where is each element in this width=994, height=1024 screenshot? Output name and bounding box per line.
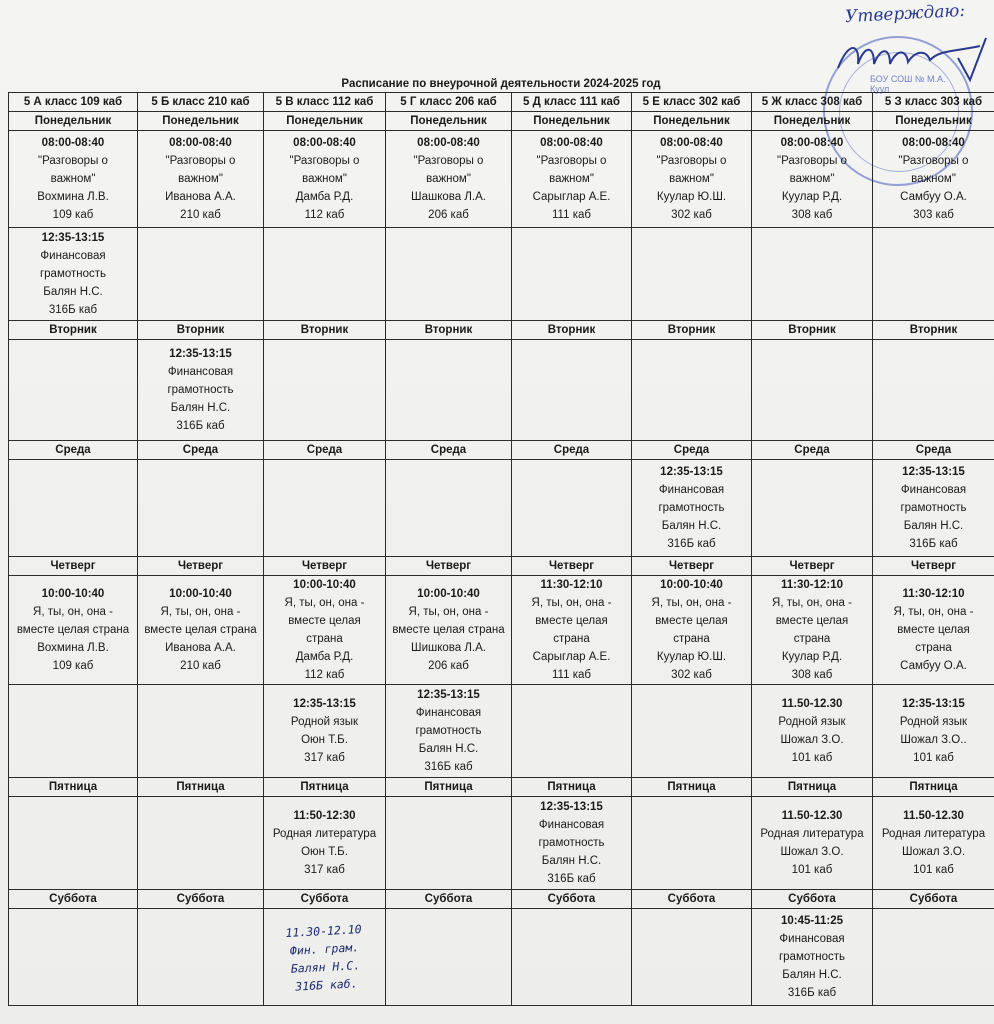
lesson-line: Родная литература xyxy=(272,828,377,840)
lesson-line: Самбуу О.А. xyxy=(900,191,967,203)
lesson-line: Родной язык xyxy=(899,716,968,728)
empty-slot xyxy=(632,228,752,321)
day-row xyxy=(9,890,994,909)
lesson-line: грамотность xyxy=(39,268,107,280)
class-header: 5 Е класс 302 каб xyxy=(632,93,752,112)
lesson-slot xyxy=(264,576,386,685)
day-label: Пятница xyxy=(752,778,873,797)
lesson-time: 11:50-12:30 xyxy=(293,810,356,822)
day-label: Четверг xyxy=(752,557,873,576)
lesson-time: 10:00-10:40 xyxy=(169,588,232,600)
lesson-line: Оюн Т.Б. xyxy=(301,846,348,858)
empty-slot xyxy=(752,340,873,441)
empty-slot xyxy=(9,340,138,441)
class-header: 5 В класс 112 каб xyxy=(264,93,386,112)
day-label: Понедельник xyxy=(752,112,873,131)
lesson-line: Балян Н.С. xyxy=(541,855,602,867)
lesson-line: Вохмина Л.В. xyxy=(37,642,109,654)
class-header: 5 Д класс 111 каб xyxy=(512,93,632,112)
schedule-title: Расписание по внеурочной деятельности 2024-2025 год xyxy=(341,78,661,90)
lesson-line: 206 каб xyxy=(428,660,469,672)
empty-slot xyxy=(386,340,512,441)
lesson-time: 11:30-12:10 xyxy=(540,579,603,591)
day-label: Четверг xyxy=(512,557,632,576)
day-row xyxy=(9,778,994,797)
day-label: Понедельник xyxy=(873,112,994,131)
day-row xyxy=(9,321,994,340)
lesson-line: вместе целая xyxy=(655,615,728,627)
empty-slot xyxy=(752,228,873,321)
lesson-slot xyxy=(873,576,994,685)
lesson-line: вместе целая xyxy=(535,615,608,627)
lesson-row xyxy=(9,909,994,1006)
lesson-line: Я, ты, он, она - xyxy=(531,597,612,609)
day-label: Среда xyxy=(138,441,264,460)
day-label: Среда xyxy=(873,441,994,460)
day-label: Вторник xyxy=(512,321,632,340)
lesson-line: Финансовая xyxy=(658,484,725,496)
lesson-line: "Разговоры о xyxy=(38,155,108,167)
lesson-line: 112 каб xyxy=(304,209,345,221)
lesson-time: 12:35-13:15 xyxy=(660,466,723,478)
empty-slot xyxy=(632,797,752,890)
lesson-time: 08:00-08:40 xyxy=(902,137,965,149)
lesson-line: 302 каб xyxy=(671,209,712,221)
lesson-line: Финансовая xyxy=(40,250,106,262)
lesson-line: Финансовая xyxy=(538,819,605,831)
lesson-time: 12:35-13:15 xyxy=(41,232,105,244)
lesson-slot xyxy=(873,685,994,778)
lesson-row xyxy=(9,797,994,890)
lesson-line: 316Б каб xyxy=(48,304,98,316)
empty-slot xyxy=(512,909,632,1006)
lesson-slot xyxy=(512,576,632,685)
empty-slot xyxy=(264,340,386,441)
lesson-time: 12:35-13:15 xyxy=(902,698,965,710)
lesson-line: Сарыглар А.Е. xyxy=(532,191,611,203)
empty-slot xyxy=(873,909,994,1006)
empty-slot xyxy=(264,228,386,321)
lesson-slot xyxy=(138,340,264,441)
lesson-line: Вохмина Л.В. xyxy=(37,191,109,203)
lesson-time: 08:00-08:40 xyxy=(41,137,105,149)
empty-slot xyxy=(9,797,138,890)
day-label: Суббота xyxy=(264,890,386,909)
lesson-line: Балян Н.С. xyxy=(418,743,479,755)
lesson-time: 08:00-08:40 xyxy=(417,137,480,149)
class-header-row xyxy=(9,93,994,112)
lesson-line: 11.30-12.10 xyxy=(284,921,362,940)
lesson-line: 111 каб xyxy=(552,209,591,221)
lesson-line: 317 каб xyxy=(304,752,345,764)
lesson-time: 11.50-12.30 xyxy=(781,698,843,710)
lesson-time: 11:30-12:10 xyxy=(780,579,844,591)
lesson-line: Я, ты, он, она - xyxy=(651,597,732,609)
lesson-line: Балян Н.С. xyxy=(782,969,842,981)
class-header: 5 Ж класс 308 каб xyxy=(752,93,873,112)
lesson-line: Финансовая xyxy=(415,707,482,719)
class-header: 5 Б класс 210 каб xyxy=(138,93,264,112)
lesson-slot xyxy=(632,576,752,685)
lesson-slot xyxy=(752,909,873,1006)
lesson-line: Финансовая xyxy=(167,366,234,378)
day-label: Понедельник xyxy=(512,112,632,131)
lesson-slot xyxy=(138,576,264,685)
lesson-line: Балян Н.С. xyxy=(43,286,103,298)
day-label: Четверг xyxy=(632,557,752,576)
lesson-line: вместе целая xyxy=(288,615,361,627)
lesson-time: 08:00-08:40 xyxy=(540,137,603,149)
lesson-line: 308 каб xyxy=(791,209,833,221)
lesson-row xyxy=(9,460,994,557)
day-label: Понедельник xyxy=(9,112,138,131)
lesson-slot xyxy=(138,131,264,228)
lesson-line: 316Б каб xyxy=(547,873,596,885)
lesson-line: 206 каб xyxy=(428,209,469,221)
lesson-time: 12:35-13:15 xyxy=(417,689,480,701)
empty-slot xyxy=(386,797,512,890)
day-label: Четверг xyxy=(264,557,386,576)
day-label: Среда xyxy=(512,441,632,460)
day-label: Суббота xyxy=(9,890,138,909)
empty-slot xyxy=(632,909,752,1006)
lesson-line: 109 каб xyxy=(52,209,94,221)
lesson-slot xyxy=(512,131,632,228)
day-label: Понедельник xyxy=(632,112,752,131)
empty-slot xyxy=(632,685,752,778)
lesson-line: Иванова А.А. xyxy=(165,642,236,654)
lesson-line: важном" xyxy=(669,173,714,185)
empty-slot xyxy=(752,460,873,557)
empty-slot xyxy=(138,797,264,890)
lesson-line: вместе целая страна xyxy=(144,624,257,636)
lesson-time: 10:00-10:40 xyxy=(293,579,356,591)
lesson-line: Куулар Ю.Ш. xyxy=(656,651,727,663)
lesson-line: Я, ты, он, она - xyxy=(772,597,852,609)
lesson-line: Куулар Ю.Ш. xyxy=(656,191,727,203)
lesson-line: Балян Н.С. xyxy=(661,520,722,532)
lesson-line: грамотность xyxy=(167,384,234,396)
empty-slot xyxy=(9,909,138,1006)
day-label: Понедельник xyxy=(386,112,512,131)
lesson-slot xyxy=(752,131,873,228)
day-label: Вторник xyxy=(9,321,138,340)
lesson-row xyxy=(9,685,994,778)
lesson-line: вместе целая xyxy=(897,624,970,636)
lesson-slot xyxy=(632,131,752,228)
lesson-line: Шишкова Л.А. xyxy=(411,642,486,654)
lesson-time: 08:00-08:40 xyxy=(660,137,723,149)
lesson-line: 316Б каб xyxy=(424,761,473,773)
class-header: 5 З класс 303 каб xyxy=(873,93,994,112)
empty-slot xyxy=(9,685,138,778)
day-label: Суббота xyxy=(752,890,873,909)
lesson-line: "Разговоры о xyxy=(165,155,236,167)
lesson-line: вместе целая xyxy=(775,615,849,627)
lesson-line: важном" xyxy=(426,173,471,185)
lesson-line: "Разговоры о xyxy=(413,155,484,167)
lesson-line: 111 каб xyxy=(552,669,591,681)
lesson-time: 12:35-13:15 xyxy=(902,466,965,478)
day-label: Среда xyxy=(632,441,752,460)
day-label: Пятница xyxy=(873,778,994,797)
lesson-line: Шожал З.О. xyxy=(780,846,844,858)
lesson-line: важном" xyxy=(178,173,223,185)
lesson-time: 10:00-10:40 xyxy=(660,579,723,591)
lesson-line: "Разговоры о xyxy=(898,155,969,167)
day-label: Пятница xyxy=(632,778,752,797)
lesson-slot xyxy=(9,131,138,228)
day-label: Суббота xyxy=(873,890,994,909)
lesson-line: 101 каб xyxy=(791,752,833,764)
lesson-line: грамотность xyxy=(900,502,967,514)
lesson-line: Шожал З.О. xyxy=(901,846,966,858)
lesson-time: 11.50-12.30 xyxy=(781,810,843,822)
lesson-line: Шашкова Л.А. xyxy=(411,191,486,203)
day-label: Вторник xyxy=(752,321,873,340)
lesson-slot xyxy=(873,131,994,228)
lesson-line: 112 каб xyxy=(304,669,345,681)
day-label: Суббота xyxy=(632,890,752,909)
lesson-line: Я, ты, он, она - xyxy=(284,597,365,609)
lesson-line: важном" xyxy=(549,173,594,185)
lesson-line: Балян Н.С. xyxy=(290,957,360,975)
day-label: Среда xyxy=(9,441,138,460)
lesson-line: Фин. грам. xyxy=(289,939,359,957)
lesson-row xyxy=(9,131,994,228)
lesson-line: Я, ты, он, она - xyxy=(33,606,113,618)
lesson-line: Куулар Р.Д. xyxy=(781,191,843,203)
lesson-line: 101 каб xyxy=(791,864,833,876)
class-header: 5 А класс 109 каб xyxy=(9,93,138,112)
empty-slot xyxy=(138,909,264,1006)
lesson-line: грамотность xyxy=(658,502,725,514)
lesson-slot xyxy=(386,131,512,228)
lesson-line: важном" xyxy=(50,173,96,185)
lesson-slot xyxy=(264,797,386,890)
stamp-text: БОУ СОШ № М.А. Куул xyxy=(870,74,946,94)
lesson-line: Дамба Р.Д. xyxy=(295,651,354,663)
lesson-slot xyxy=(264,131,386,228)
day-label: Четверг xyxy=(138,557,264,576)
day-label: Пятница xyxy=(138,778,264,797)
lesson-line: страна xyxy=(793,633,831,645)
lesson-line: 316Б каб xyxy=(787,987,837,999)
day-label: Четверг xyxy=(386,557,512,576)
empty-slot xyxy=(138,685,264,778)
day-row xyxy=(9,557,994,576)
lesson-line: Родной язык xyxy=(290,716,359,728)
day-row xyxy=(9,441,994,460)
empty-slot xyxy=(386,460,512,557)
day-label: Пятница xyxy=(9,778,138,797)
day-label: Четверг xyxy=(873,557,994,576)
lesson-line: 316Б каб xyxy=(667,538,716,550)
day-label: Понедельник xyxy=(138,112,264,131)
lesson-line: Родной язык xyxy=(778,716,846,728)
lesson-time: 12:35-13:15 xyxy=(293,698,356,710)
lesson-line: Финансовая xyxy=(900,484,967,496)
lesson-line: 316Б каб. xyxy=(294,975,358,993)
lesson-slot xyxy=(386,685,512,778)
day-label: Четверг xyxy=(9,557,138,576)
day-row xyxy=(9,112,994,131)
class-header: 5 Г класс 206 каб xyxy=(386,93,512,112)
lesson-line: 316Б каб xyxy=(909,538,958,550)
lesson-slot xyxy=(9,576,138,685)
day-label: Среда xyxy=(386,441,512,460)
handwritten-note xyxy=(261,905,388,1008)
lesson-slot xyxy=(386,576,512,685)
day-label: Суббота xyxy=(138,890,264,909)
lesson-line: 317 каб xyxy=(304,864,345,876)
empty-slot xyxy=(512,685,632,778)
lesson-line: Я, ты, он, она - xyxy=(893,606,974,618)
lesson-line: Балян Н.С. xyxy=(170,402,231,414)
day-label: Вторник xyxy=(138,321,264,340)
lesson-slot xyxy=(632,460,752,557)
lesson-line: "Разговоры о xyxy=(289,155,360,167)
lesson-line: Дамба Р.Д. xyxy=(295,191,354,203)
lesson-time: 10:00-10:40 xyxy=(417,588,480,600)
empty-slot xyxy=(138,228,264,321)
day-label: Вторник xyxy=(264,321,386,340)
empty-slot xyxy=(873,228,994,321)
empty-slot xyxy=(632,340,752,441)
day-label: Суббота xyxy=(386,890,512,909)
lesson-line: 302 каб xyxy=(671,669,712,681)
lesson-time: 08:00-08:40 xyxy=(293,137,356,149)
lesson-line: грамотность xyxy=(415,725,482,737)
lesson-line: важном" xyxy=(302,173,347,185)
lesson-line: 109 каб xyxy=(52,660,94,672)
day-label: Пятница xyxy=(386,778,512,797)
lesson-slot xyxy=(9,228,138,321)
day-label: Среда xyxy=(752,441,873,460)
lesson-line: страна xyxy=(306,633,343,645)
day-label: Вторник xyxy=(386,321,512,340)
lesson-line: Я, ты, он, она - xyxy=(408,606,489,618)
lesson-line: Родная литература xyxy=(760,828,864,840)
lesson-line: 210 каб xyxy=(180,209,221,221)
lesson-line: 303 каб xyxy=(913,209,954,221)
lesson-time: 12:35-13:15 xyxy=(169,348,232,360)
lesson-slot xyxy=(752,685,873,778)
lesson-time: 08:00-08:40 xyxy=(780,137,844,149)
lesson-line: 101 каб xyxy=(913,752,954,764)
lesson-slot xyxy=(752,797,873,890)
day-label: Вторник xyxy=(632,321,752,340)
lesson-slot xyxy=(752,576,873,685)
lesson-line: страна xyxy=(915,642,952,654)
lesson-line: важном" xyxy=(911,173,956,185)
lesson-row xyxy=(9,228,994,321)
lesson-line: "Разговоры о xyxy=(656,155,727,167)
lesson-line: Оюн Т.Б. xyxy=(301,734,348,746)
day-label: Пятница xyxy=(264,778,386,797)
lesson-line: грамотность xyxy=(538,837,605,849)
lesson-line: Балян Н.С. xyxy=(903,520,964,532)
lesson-line: грамотность xyxy=(778,951,846,963)
lesson-row xyxy=(9,340,994,441)
lesson-line: Сарыглар А.Е. xyxy=(532,651,611,663)
lesson-slot xyxy=(512,797,632,890)
lesson-line: страна xyxy=(673,633,710,645)
empty-slot xyxy=(386,228,512,321)
lesson-time: 10:45-11:25 xyxy=(780,915,844,927)
lesson-slot xyxy=(873,797,994,890)
lesson-line: Я, ты, он, она - xyxy=(160,606,241,618)
lesson-line: "Разговоры о xyxy=(777,155,847,167)
empty-slot xyxy=(386,909,512,1006)
day-label: Суббота xyxy=(512,890,632,909)
lesson-line: Куулар Р.Д. xyxy=(781,651,843,663)
lesson-line: страна xyxy=(553,633,590,645)
lesson-line: вместе целая страна xyxy=(392,624,505,636)
empty-slot xyxy=(873,340,994,441)
lesson-line: Самбуу О.А. xyxy=(900,660,967,672)
schedule-table xyxy=(8,92,994,1006)
empty-slot xyxy=(138,460,264,557)
lesson-line: важном" xyxy=(789,173,835,185)
empty-slot xyxy=(512,460,632,557)
empty-slot xyxy=(9,460,138,557)
lesson-slot xyxy=(873,460,994,557)
lesson-line: Шожал З.О.. xyxy=(900,734,967,746)
day-label: Понедельник xyxy=(264,112,386,131)
empty-slot xyxy=(264,460,386,557)
lesson-line: 308 каб xyxy=(791,669,833,681)
lesson-line: Иванова А.А. xyxy=(165,191,236,203)
lesson-slot xyxy=(264,685,386,778)
lesson-line: 210 каб xyxy=(180,660,221,672)
lesson-line: 101 каб xyxy=(913,864,954,876)
empty-slot xyxy=(512,228,632,321)
lesson-time: 10:00-10:40 xyxy=(41,588,105,600)
approval-label: Утверждаю: xyxy=(844,0,966,28)
lesson-row xyxy=(9,576,994,685)
day-label: Вторник xyxy=(873,321,994,340)
lesson-line: 316Б каб xyxy=(176,420,225,432)
lesson-line: Финансовая xyxy=(779,933,845,945)
lesson-time: 11:30-12:10 xyxy=(902,588,965,600)
day-label: Пятница xyxy=(512,778,632,797)
day-label: Среда xyxy=(264,441,386,460)
lesson-line: Шожал З.О. xyxy=(780,734,844,746)
lesson-line: вместе целая страна xyxy=(16,624,130,636)
lesson-time: 12:35-13:15 xyxy=(540,801,603,813)
empty-slot xyxy=(512,340,632,441)
lesson-line: Родная литература xyxy=(881,828,986,840)
lesson-time: 11.50-12.30 xyxy=(903,810,964,822)
lesson-line: "Разговоры о xyxy=(536,155,607,167)
lesson-time: 08:00-08:40 xyxy=(169,137,232,149)
